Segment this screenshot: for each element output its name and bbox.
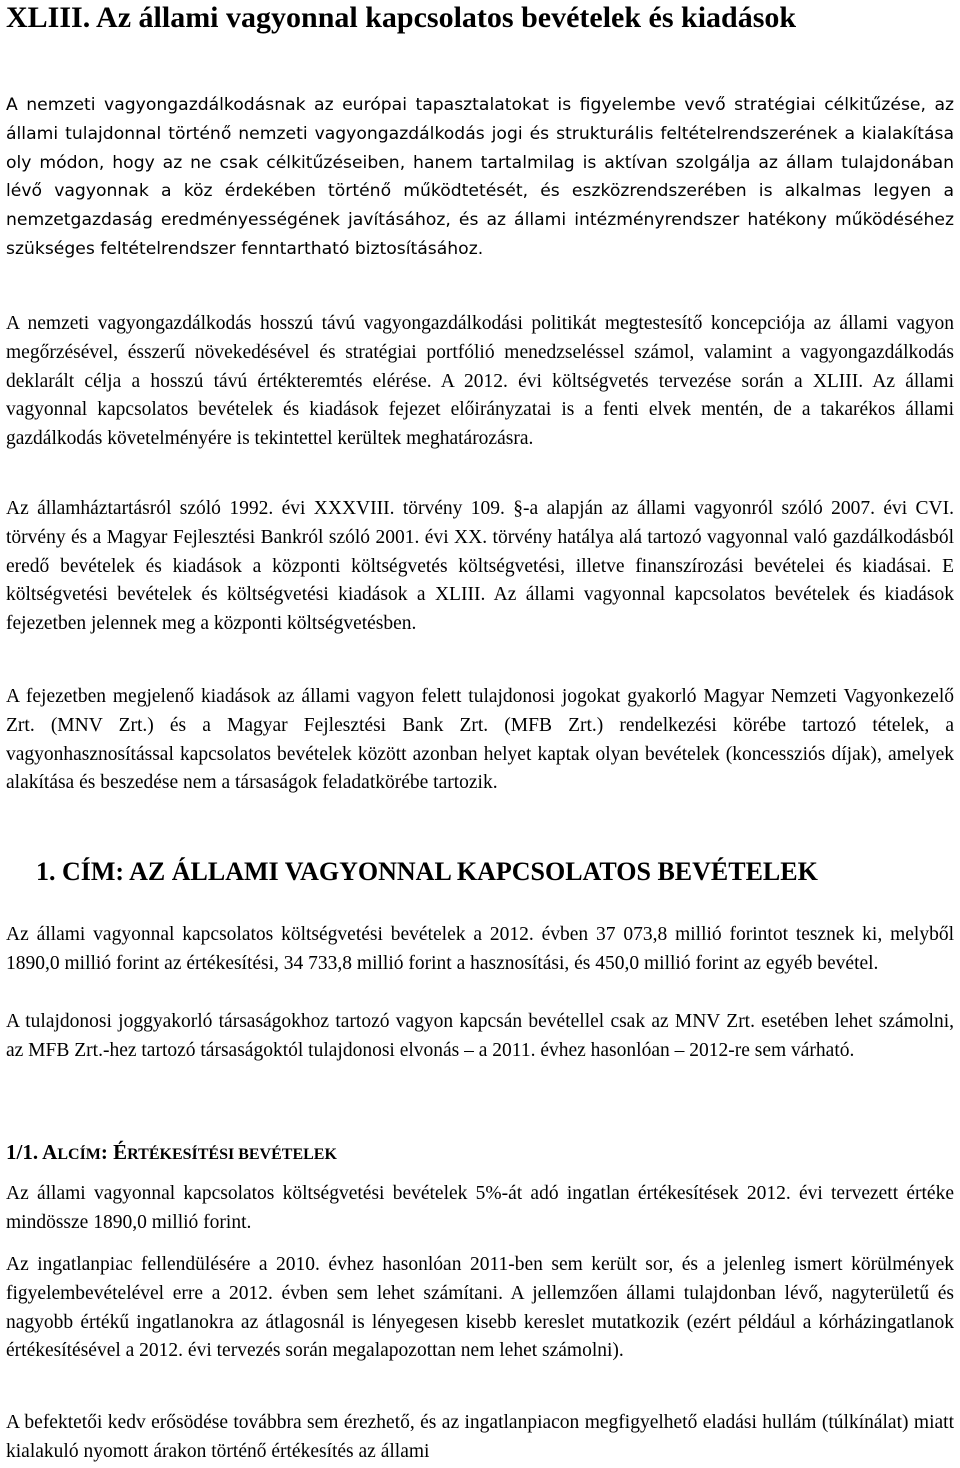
subsection-heading-ertekesitesi-bevetelek [6, 1138, 337, 1169]
paragraph-fejezet-kiadasok: A fejezetben megjelenő kiadások az állami vagyon felett tulajdonosi jogokat gyakorló Magyar Nemzeti Vagyonkezelő Zrt. (MNV Zrt.) és a Magyar Fejlesztési Bank Zrt. (MFB Zrt.) rendelkezési körébe tartozó tételek, a vagyonhasznosítással kapcsolatos bevételek között azonban helyet kaptak olyan bevételek (koncessziós díjak), amelyek alakítása és beszedése nem a társaságok feladatkörébe tartozik. [6, 686, 954, 794]
subsection-heading-part: : É [100, 1140, 128, 1164]
subsection-paragraph-befektetoi-kedv: A befektetői kedv erősödése továbbra sem érezhető, és az ingatlanpiacon megfigyelhető eladási hullám (túlkínálat) miatt kialakuló nyomott árakon történő értékesítés az állami [6, 1412, 954, 1462]
section1-paragraph-bevetelek: Az állami vagyonnal kapcsolatos költségvetési bevételek a 2012. évben 37 073,8 millió forintot tesznek ki, melyből 1890,0 millió forint az értékesítési, 34 733,8 millió forint a hasznosítási, és 450,0 millió forint az egyéb bevétel. [6, 924, 954, 974]
section-heading-1: 1. CÍM: AZ ÁLLAMI VAGYONNAL KAPCSOLATOS BEVÉTELEK [36, 857, 818, 886]
subsection-heading-part: RTÉKESÍTÉSI BEVÉTELEK [127, 1146, 337, 1163]
subsection-heading-part: 1/1. A [6, 1140, 58, 1164]
subsection-paragraph-ingatlanpiac: Az ingatlanpiac fellendülésére a 2010. évhez hasonlóan 2011-ben sem került sor, és a jelenleg ismert körülmények figyelembevételével erre a 2012. évben sem lehet számítani. A jellemzően állami tulajdonban lévő, nagyterületű és nagyobb értékű ingatlanokra az átlagosnál is lényegesen kisebb kereslet mutatkozik (ezért például a kórházingatlanok értékesítésével a 2012. évi tervezés során megalapozottan nem lehet számolni). [6, 1254, 954, 1362]
subsection-heading-part: LCÍM [57, 1146, 101, 1163]
document-title: XLIII. Az állami vagyonnal kapcsolatos bevételek és kiadások [6, 1, 797, 34]
paragraph-torvenyi-hatter: Az államháztartásról szóló 1992. évi XXXVIII. törvény 109. §-a alapján az állami vagyonról szóló 2007. évi CVI. törvény és a Magyar Fejlesztési Bankról szóló 2001. évi XX. törvény hatálya alá tartozó vagyonnal való gazdálkodásból eredő bevételek és kiadások a központi költségvetés költségvetési, illetve finanszírozási bevételei és kiadásai. E költségvetési bevételek és költségvetési kiadások a XLIII. Az állami vagyonnal kapcsolatos bevételek és kiadások fejezetben jelennek meg a központi költségvetésben. [6, 498, 954, 635]
intro-paragraph: A nemzeti vagyongazdálkodásnak az európai tapasztalatokat is figyelembe vevő stratégiai célkitűzése, az állami tulajdonnal történő nemzeti vagyongazdálkodás jogi és strukturális feltételrendszerének a kialakítása oly módon, hogy az ne csak célkitűzéseiben, hanem tartalmilag is aktívan szolgálja az állam tulajdonában lévő vagyonnak a köz érdekében történő működtetését, és eszközrendszerében is alkalmas legyen a nemzetgazdaság eredményességének javításához, és az állami intézményrendszer hatékony működéséhez szükséges feltételrendszer fenntartható biztosításához. [6, 95, 954, 259]
paragraph-vagyongazdalkodas-koncepcio: A nemzeti vagyongazdálkodás hosszú távú vagyongazdálkodási politikát megtestesítő koncepciója az állami vagyon megőrzésével, ésszerű növekedésével és stratégiai portfólió menedzseléssel számol, valamint a vagyongazdálkodás deklarált célja a hosszú távú értékteremtés elérése. A 2012. évi költségvetés tervezése során a XLIII. Az állami vagyonnal kapcsolatos bevételek és kiadások fejezet előirányzatai is a fenti elvek mentén, de a takarékos állami gazdálkodás követelményére is tekintettel kerültek meghatározásra. [6, 313, 954, 450]
section1-paragraph-tulajdonosi-elvonas: A tulajdonosi joggyakorló társaságokhoz tartozó vagyon kapcsán bevétellel csak az MNV Zrt. esetében lehet számolni, az MFB Zrt.-hez tartozó társaságoktól tulajdonosi elvonás – a 2011. évhez hasonlóan – 2012-re sem várható. [6, 1011, 954, 1061]
subsection-paragraph-ingatlan-ertekesites: Az állami vagyonnal kapcsolatos költségvetési bevételek 5%-át adó ingatlan értékesítések 2012. évi tervezett értéke mindössze 1890,0 millió forint. [6, 1183, 954, 1233]
